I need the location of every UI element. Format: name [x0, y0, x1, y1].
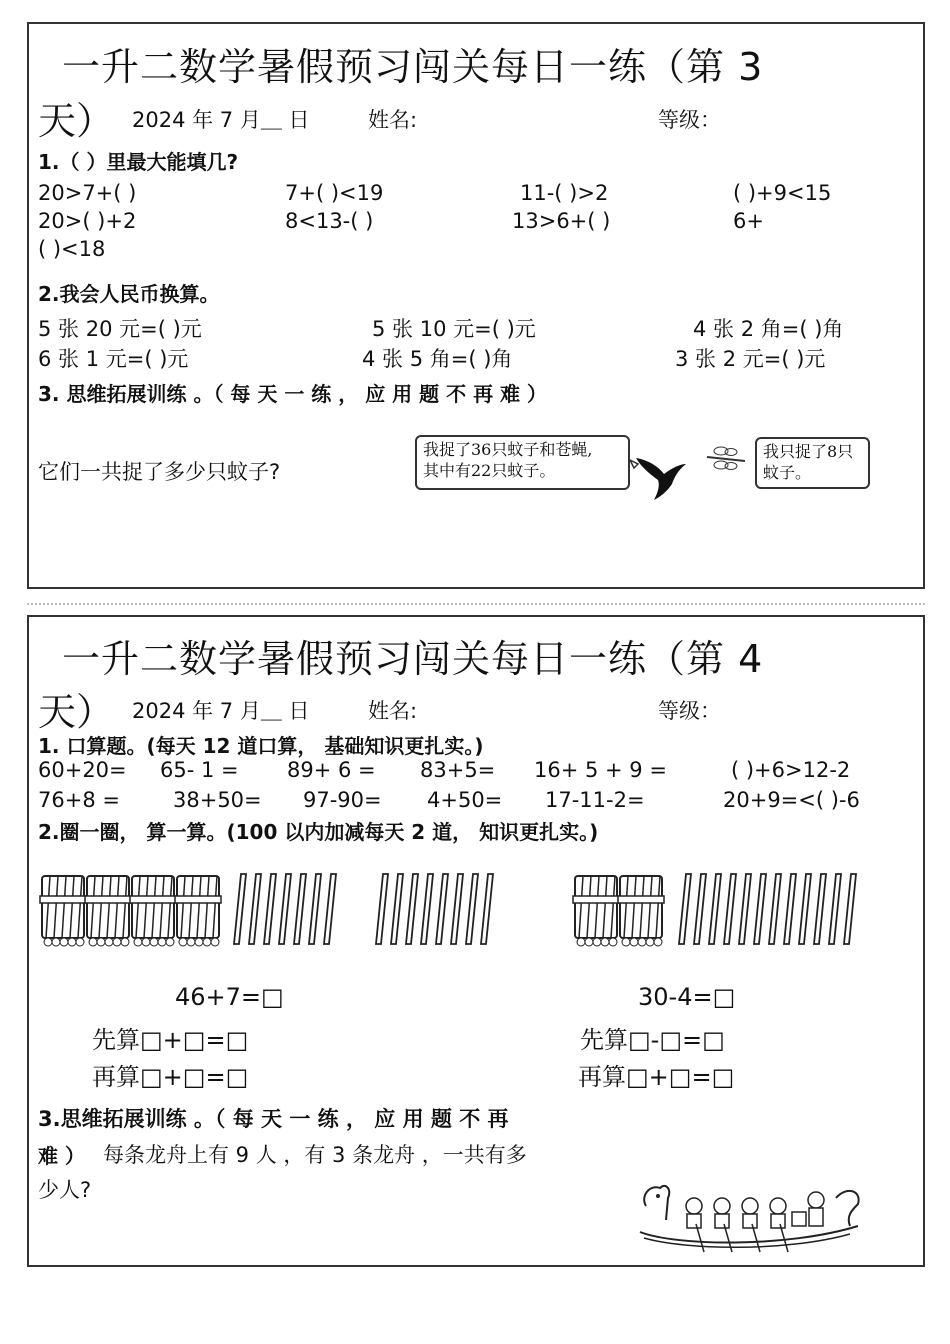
- day3-q1-r1c4: ( )+9<15: [733, 181, 832, 205]
- day3-grade-label: 等级：: [658, 108, 721, 132]
- bubble-right-line2: 蚊子。: [763, 463, 812, 482]
- day4-title: 一升二数学暑假预习闯关每日一练（第 4: [62, 637, 764, 681]
- day3-q2-r1c3: 4 张 2 角=( )角: [693, 317, 844, 341]
- day4-right-step1: 先算□-□=□: [580, 1026, 725, 1054]
- day3-q2-r2c3: 3 张 2 元=( )元: [675, 347, 826, 371]
- day4-q3-title: 3.思维拓展训练 。（ 每 天 一 练 ， 应 用 题 不 再: [38, 1107, 509, 1131]
- day4-q3-text: 每条龙舟上有 9 人 ，有 3 条龙舟 ，一共有多: [103, 1143, 527, 1167]
- bubble-right-line1: 我只捉了8只: [763, 442, 854, 461]
- day4-q1-r1c3: 89+ 6 =: [287, 758, 376, 782]
- day3-q1-r3: ( )<18: [38, 237, 106, 261]
- day4-grade-label: 等级：: [658, 699, 721, 723]
- bubble-left-line1: 我捉了36只蚊子和苍蝇,: [423, 440, 593, 459]
- dragonfly-icon: [703, 445, 748, 475]
- day4-q1-r1c6: ( )+6>12-2: [731, 758, 851, 782]
- day4-name-label: 姓名:: [368, 699, 418, 723]
- counting-sticks-illustration: [35, 868, 865, 953]
- page-divider: [27, 603, 925, 605]
- day4-q3-text-end: 少人?: [38, 1178, 92, 1202]
- day4-left-step2: 再算□+□=□: [92, 1063, 249, 1091]
- day3-title-line2: 天）: [38, 99, 115, 143]
- dragonfly-speech-bubble: [755, 437, 870, 489]
- day3-date: 2024 年 7 月＿ 日: [132, 108, 310, 132]
- day3-q2-r1c2: 5 张 10 元=( )元: [372, 317, 536, 341]
- day4-q1-r2c1: 76+8 =: [38, 788, 120, 812]
- day4-q3-title-end: 难 ）: [38, 1144, 85, 1168]
- day3-q1-r1c1: 20>7+( ): [38, 181, 137, 205]
- day4-right-step2: 再算□+□=□: [578, 1063, 735, 1091]
- day4-q1-r2c6: 20+9=<( )-6: [723, 788, 860, 812]
- day3-q3-title: 3. 思维拓展训练 。（ 每 天 一 练 ， 应 用 题 不 再 难 ）: [38, 382, 547, 406]
- day4-date: 2024 年 7 月＿ 日: [132, 699, 310, 723]
- day3-q1-r2c2: 8<13-( ): [285, 209, 374, 233]
- day3-q2-title: 2.我会人民币换算。: [38, 282, 220, 306]
- day3-name-label: 姓名:: [368, 108, 418, 132]
- dragon-boat-illustration: [636, 1176, 866, 1254]
- day4-q1-r1c4: 83+5=: [420, 758, 496, 782]
- day3-q1-r2c4: 6+: [733, 209, 764, 233]
- day4-right-problem: 30-4=□: [638, 983, 736, 1011]
- day4-q1-r1c1: 60+20=: [38, 758, 127, 782]
- day3-q2-r1c1: 5 张 20 元=( )元: [38, 317, 202, 341]
- day4-q1-r2c2: 38+50=: [173, 788, 262, 812]
- day3-q3-question: 它们一共捉了多少只蚊子?: [38, 460, 281, 484]
- day4-q1-r2c4: 4+50=: [427, 788, 503, 812]
- day4-title-line2: 天）: [38, 690, 115, 734]
- day4-q1-r2c5: 17-11-2=: [545, 788, 645, 812]
- day4-q1-r1c2: 65- 1 =: [160, 758, 239, 782]
- swallow-speech-bubble: [415, 435, 630, 490]
- day3-q2-r2c1: 6 张 1 元=( )元: [38, 347, 189, 371]
- day3-q1-r1c2: 7+( )<19: [285, 181, 384, 205]
- day4-left-step1: 先算□+□=□: [92, 1026, 249, 1054]
- day3-q1-r2c3: 13>6+( ): [512, 209, 611, 233]
- day3-q1-r2c1: 20>( )+2: [38, 209, 137, 233]
- day4-q2-title: 2.圈一圈， 算一算。(100 以内加减每天 2 道， 知识更扎实。): [38, 820, 599, 844]
- day3-q2-r2c2: 4 张 5 角=( )角: [362, 347, 513, 371]
- day4-q1-title: 1. 口算题。(每天 12 道口算， 基础知识更扎实。): [38, 734, 484, 758]
- day4-q1-r2c3: 97-90=: [303, 788, 382, 812]
- day4-left-problem: 46+7=□: [175, 983, 284, 1011]
- swallow-icon: [628, 452, 688, 502]
- day3-q1-r1c3: 11-( )>2: [520, 181, 609, 205]
- day3-title: 一升二数学暑假预习闯关每日一练（第 3: [62, 45, 764, 89]
- day3-q1-title: 1.（ ）里最大能填几?: [38, 150, 239, 174]
- day4-q1-r1c5: 16+ 5 + 9 =: [534, 758, 667, 782]
- bubble-left-line2: 其中有22只蚊子。: [423, 461, 556, 480]
